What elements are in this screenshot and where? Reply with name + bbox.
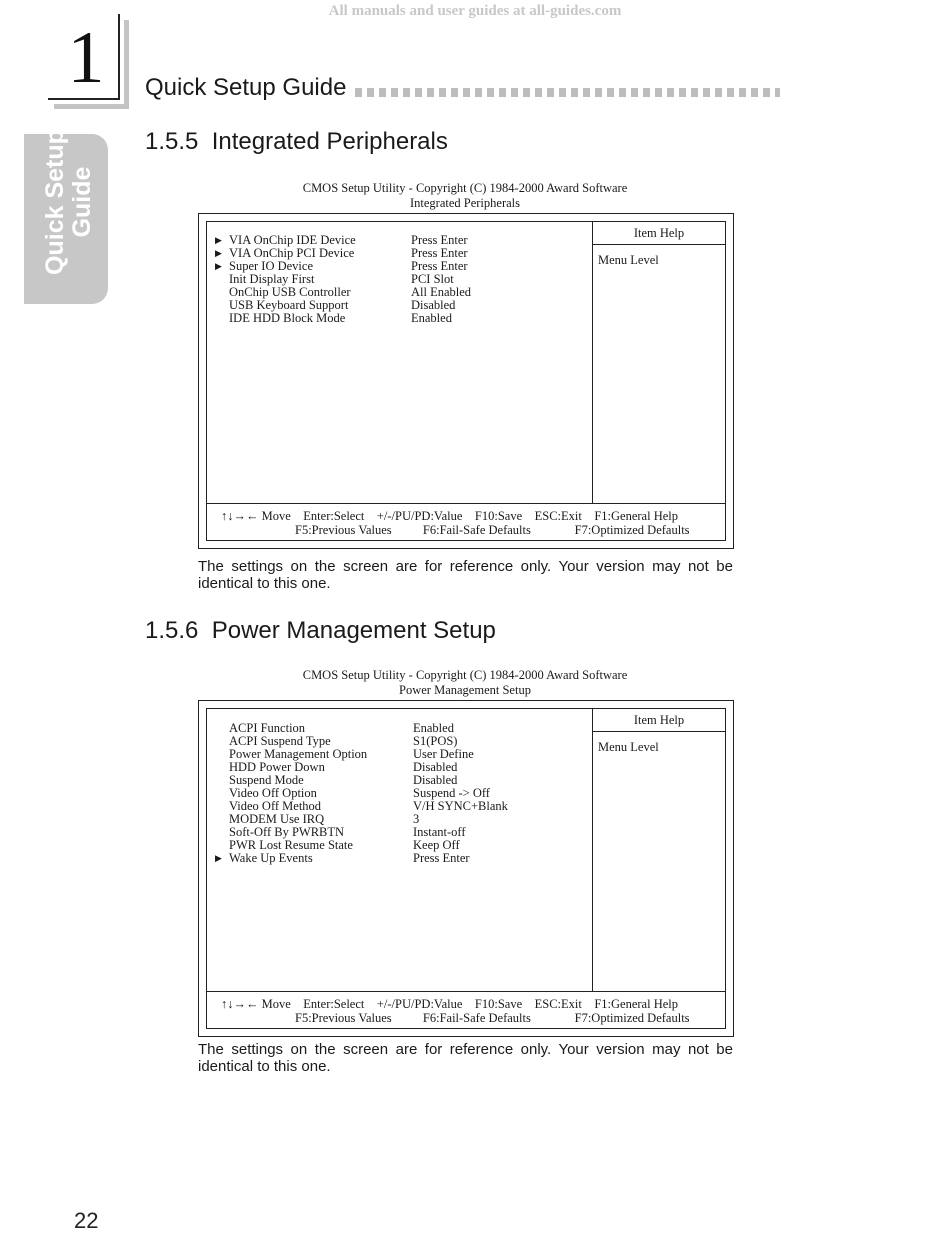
bios-menu-list: ACPI Function Enabled ACPI Suspend Type S1(POS) Power Management Option User Define HDD Power Down Disabled Suspend Mode Disabled Video Off Option Suspend -> Off Video Off Method V/H SYNC+Blank MODEM Use IRQ 3 Soft-Off By PWRBTN Instant-off PWR Lost Resume State Keep Off ▶ Wake Up Events Press Enter xyxy=(207,709,593,991)
reference-note: The settings on the screen are for reference only. Your version may not be identical to this one. xyxy=(198,558,733,592)
side-tab-label: Quick Setup Guide xyxy=(41,129,96,275)
section-heading-integrated-peripherals: 1.5.5 Integrated Peripherals xyxy=(145,128,448,155)
bios-caption-title: CMOS Setup Utility - Copyright (C) 1984-2000 Award Software xyxy=(302,181,628,195)
header-title: Quick Setup Guide xyxy=(145,74,347,101)
bios-caption-title: CMOS Setup Utility - Copyright (C) 1984-2000 Award Software xyxy=(302,668,628,682)
item-help-panel xyxy=(593,222,725,503)
submenu-arrow-icon: ▶ xyxy=(215,235,222,245)
bios-screen-frame xyxy=(206,708,726,1029)
submenu-arrow-icon: ▶ xyxy=(215,261,222,271)
bios-screen-integrated-peripherals xyxy=(198,213,734,549)
bios-caption-subtitle: Power Management Setup xyxy=(399,683,531,697)
header-dotted-rule xyxy=(355,88,780,97)
key-legend-line-2: F5:Previous Values F6:Fail-Safe Defaults F7:Optimized Defaults xyxy=(295,1011,690,1025)
item-help-title: Item Help xyxy=(593,709,725,732)
chapter-number: 1 xyxy=(67,17,105,99)
key-legend-line-2: F5:Previous Values F6:Fail-Safe Defaults F7:Optimized Defaults xyxy=(295,523,690,537)
submenu-arrow-icon: ▶ xyxy=(215,853,222,863)
bios-key-legend xyxy=(207,991,725,1028)
page-number: 22 xyxy=(74,1208,99,1233)
bios-screen-frame xyxy=(206,221,726,541)
item-help-text: Menu Level xyxy=(598,740,659,754)
bios-menu-list: ▶ VIA OnChip IDE Device Press Enter ▶ VIA OnChip PCI Device Press Enter ▶ Super IO Device Press Enter Init Display First PCI Slot OnChip USB Controller All Enabled USB Keyboard Support Disabled IDE HDD Block Mode Enabled xyxy=(207,222,593,503)
submenu-arrow-icon: ▶ xyxy=(215,248,222,258)
item-help-text: Menu Level xyxy=(598,253,659,267)
bios-caption-subtitle: Integrated Peripherals xyxy=(409,196,521,210)
section-heading-power-management: 1.5.6 Power Management Setup xyxy=(145,617,496,644)
bios-key-legend xyxy=(207,503,725,540)
watermark: All manuals and user guides at all-guides.com xyxy=(328,3,622,19)
item-help-panel xyxy=(593,709,725,991)
key-legend-line-1: ↑↓→← Move Enter:Select +/-/PU/PD:Value F10:Save ESC:Exit F1:General Help xyxy=(221,509,679,523)
reference-note: The settings on the screen are for reference only. Your version may not be identical to this one. xyxy=(198,1041,733,1075)
key-legend-line-1: ↑↓→← Move Enter:Select +/-/PU/PD:Value F10:Save ESC:Exit F1:General Help xyxy=(221,997,679,1011)
item-help-title: Item Help xyxy=(593,222,725,245)
bios-screen-power-management xyxy=(198,700,734,1037)
